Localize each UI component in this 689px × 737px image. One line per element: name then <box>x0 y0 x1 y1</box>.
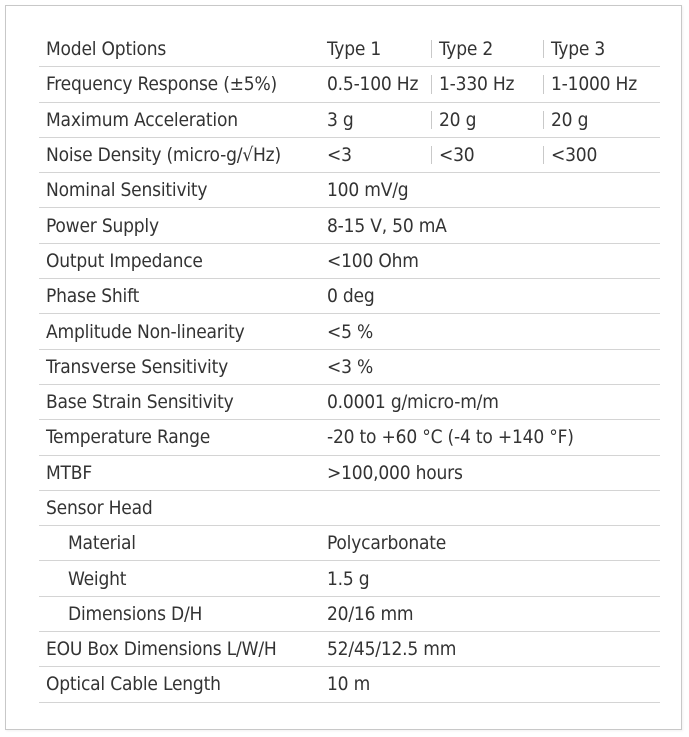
row-value-type-3: <300 <box>551 144 598 167</box>
row-value-type-2: 20 g <box>439 108 477 131</box>
table-row-base-strain-sensitivity <box>39 385 660 420</box>
header-label: Model Options <box>46 38 167 61</box>
spec-table-frame <box>5 5 682 730</box>
row-label: Power Supply <box>46 214 159 237</box>
row-value: 52/45/12.5 mm <box>327 638 457 661</box>
row-value: 0.0001 g/micro-m/m <box>327 391 499 414</box>
row-value-type-1: <3 <box>327 144 352 167</box>
row-label: Frequency Response (±5%) <box>46 73 277 96</box>
table-row-phase-shift <box>39 279 660 314</box>
table-row-power-supply <box>39 208 660 243</box>
table-row-noise-density <box>39 138 660 173</box>
column-divider <box>431 75 432 93</box>
row-value-type-3: 20 g <box>551 108 589 131</box>
row-label: Output Impedance <box>46 249 203 272</box>
row-sub-label: Dimensions D/H <box>68 602 203 625</box>
row-value: 8-15 V, 50 mA <box>327 214 447 237</box>
row-label: Transverse Sensitivity <box>46 355 228 378</box>
row-sub-label: Weight <box>68 567 127 590</box>
row-value: 1.5 g <box>327 567 370 590</box>
table-row-mtbf <box>39 456 660 491</box>
row-label: Maximum Acceleration <box>46 108 238 131</box>
row-label: Nominal Sensitivity <box>46 179 208 202</box>
column-divider <box>431 111 432 129</box>
row-value: 100 mV/g <box>327 179 409 202</box>
table-row-temperature-range <box>39 420 660 455</box>
table-row-sensor-head <box>39 491 660 526</box>
row-label: Base Strain Sensitivity <box>46 391 234 414</box>
column-divider <box>543 75 544 93</box>
header-type-3: Type 3 <box>551 38 606 61</box>
row-value-type-3: 1-1000 Hz <box>551 73 637 96</box>
table-row-material <box>39 526 660 561</box>
row-value: 0 deg <box>327 285 375 308</box>
row-value: <3 % <box>327 355 374 378</box>
header-type-2: Type 2 <box>439 38 494 61</box>
table-row-maximum-acceleration <box>39 103 660 138</box>
table-header-row <box>39 32 660 67</box>
row-value: <5 % <box>327 320 374 343</box>
table-row-output-impedance <box>39 244 660 279</box>
row-label: MTBF <box>46 461 92 484</box>
row-value-type-1: 0.5-100 Hz <box>327 73 419 96</box>
row-value: <100 Ohm <box>327 249 419 272</box>
table-row-dimensions <box>39 597 660 632</box>
row-value: 10 m <box>327 673 371 696</box>
row-label: Optical Cable Length <box>46 673 221 696</box>
table-row-nominal-sensitivity <box>39 173 660 208</box>
row-value-type-1: 3 g <box>327 108 354 131</box>
table-row-eou-box-dimensions <box>39 632 660 667</box>
row-sub-label: Material <box>68 532 136 555</box>
row-value-type-2: <30 <box>439 144 475 167</box>
row-value: >100,000 hours <box>327 461 463 484</box>
header-type-1: Type 1 <box>327 38 382 61</box>
row-label: Noise Density (micro-g/√Hz) <box>46 144 281 167</box>
table-row-frequency-response <box>39 67 660 102</box>
table-row-amplitude-non-linearity <box>39 314 660 349</box>
row-label: Amplitude Non-linearity <box>46 320 245 343</box>
row-label: Phase Shift <box>46 285 140 308</box>
row-label: Temperature Range <box>46 426 211 449</box>
column-divider <box>543 111 544 129</box>
table-row-weight <box>39 561 660 596</box>
row-label: EOU Box Dimensions L/W/H <box>46 638 277 661</box>
row-value: 20/16 mm <box>327 602 414 625</box>
row-value-type-2: 1-330 Hz <box>439 73 515 96</box>
column-divider <box>543 146 544 164</box>
table-row-optical-cable-length <box>39 667 660 702</box>
section-label: Sensor Head <box>46 497 153 519</box>
column-divider <box>431 146 432 164</box>
column-divider <box>543 40 544 58</box>
row-value: Polycarbonate <box>327 532 447 555</box>
spec-table <box>39 32 660 703</box>
row-value: -20 to +60 °C (-4 to +140 °F) <box>327 426 574 449</box>
table-row-transverse-sensitivity <box>39 350 660 385</box>
column-divider <box>431 40 432 58</box>
